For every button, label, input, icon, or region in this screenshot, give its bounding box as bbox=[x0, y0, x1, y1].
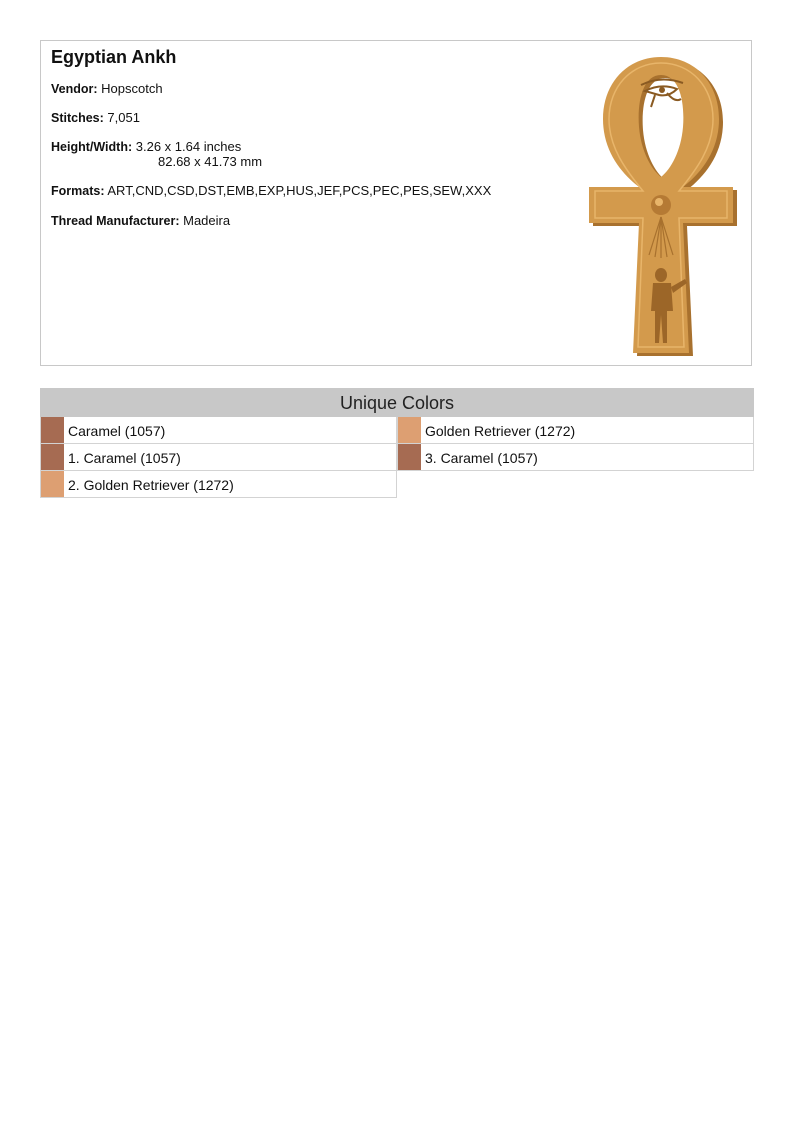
ankh-shape bbox=[589, 57, 733, 353]
color-label: 3. Caramel (1057) bbox=[425, 450, 538, 466]
unique-colors-panel bbox=[40, 388, 754, 498]
color-label: 1. Caramel (1057) bbox=[68, 450, 181, 466]
color-label: Golden Retriever (1272) bbox=[425, 423, 576, 439]
color-item-1-caramel bbox=[40, 444, 397, 471]
color-item-caramel bbox=[40, 417, 397, 444]
size-label: Height/Width: bbox=[51, 140, 133, 154]
thread-label: Thread Manufacturer: bbox=[51, 214, 180, 228]
stitches-label: Stitches: bbox=[51, 111, 104, 125]
stitches-value: 7,051 bbox=[107, 110, 140, 125]
formats-row bbox=[51, 183, 491, 198]
size-mm: 82.68 x 41.73 mm bbox=[158, 154, 263, 169]
ankh-embroidery-image bbox=[581, 53, 741, 359]
thread-row bbox=[51, 213, 230, 228]
thread-value: Madeira bbox=[183, 213, 231, 228]
color-item-3-caramel bbox=[397, 444, 754, 471]
color-list bbox=[40, 417, 754, 498]
color-item-2-golden-retriever bbox=[40, 471, 397, 498]
color-swatch bbox=[41, 471, 64, 497]
color-swatch bbox=[398, 444, 421, 470]
color-swatch bbox=[41, 417, 64, 443]
size-row bbox=[51, 139, 263, 171]
design-info-panel bbox=[40, 40, 752, 366]
unique-colors-header: Unique Colors bbox=[40, 388, 754, 417]
color-label: 2. Golden Retriever (1272) bbox=[68, 477, 234, 493]
color-item-golden-retriever bbox=[397, 417, 754, 444]
vendor-value: Hopscotch bbox=[101, 81, 163, 96]
vendor-row bbox=[51, 81, 163, 96]
color-swatch bbox=[398, 417, 421, 443]
stitches-row bbox=[51, 110, 140, 125]
vendor-label: Vendor: bbox=[51, 82, 98, 96]
color-label: Caramel (1057) bbox=[68, 423, 166, 439]
design-title: Egyptian Ankh bbox=[51, 47, 177, 67]
size-inches: 3.26 x 1.64 inches bbox=[135, 139, 242, 154]
formats-label: Formats: bbox=[51, 184, 105, 198]
color-swatch bbox=[41, 444, 64, 470]
formats-value: ART,CND,CSD,DST,EMB,EXP,HUS,JEF,PCS,PEC,PES,SEW,XXX bbox=[107, 183, 492, 198]
